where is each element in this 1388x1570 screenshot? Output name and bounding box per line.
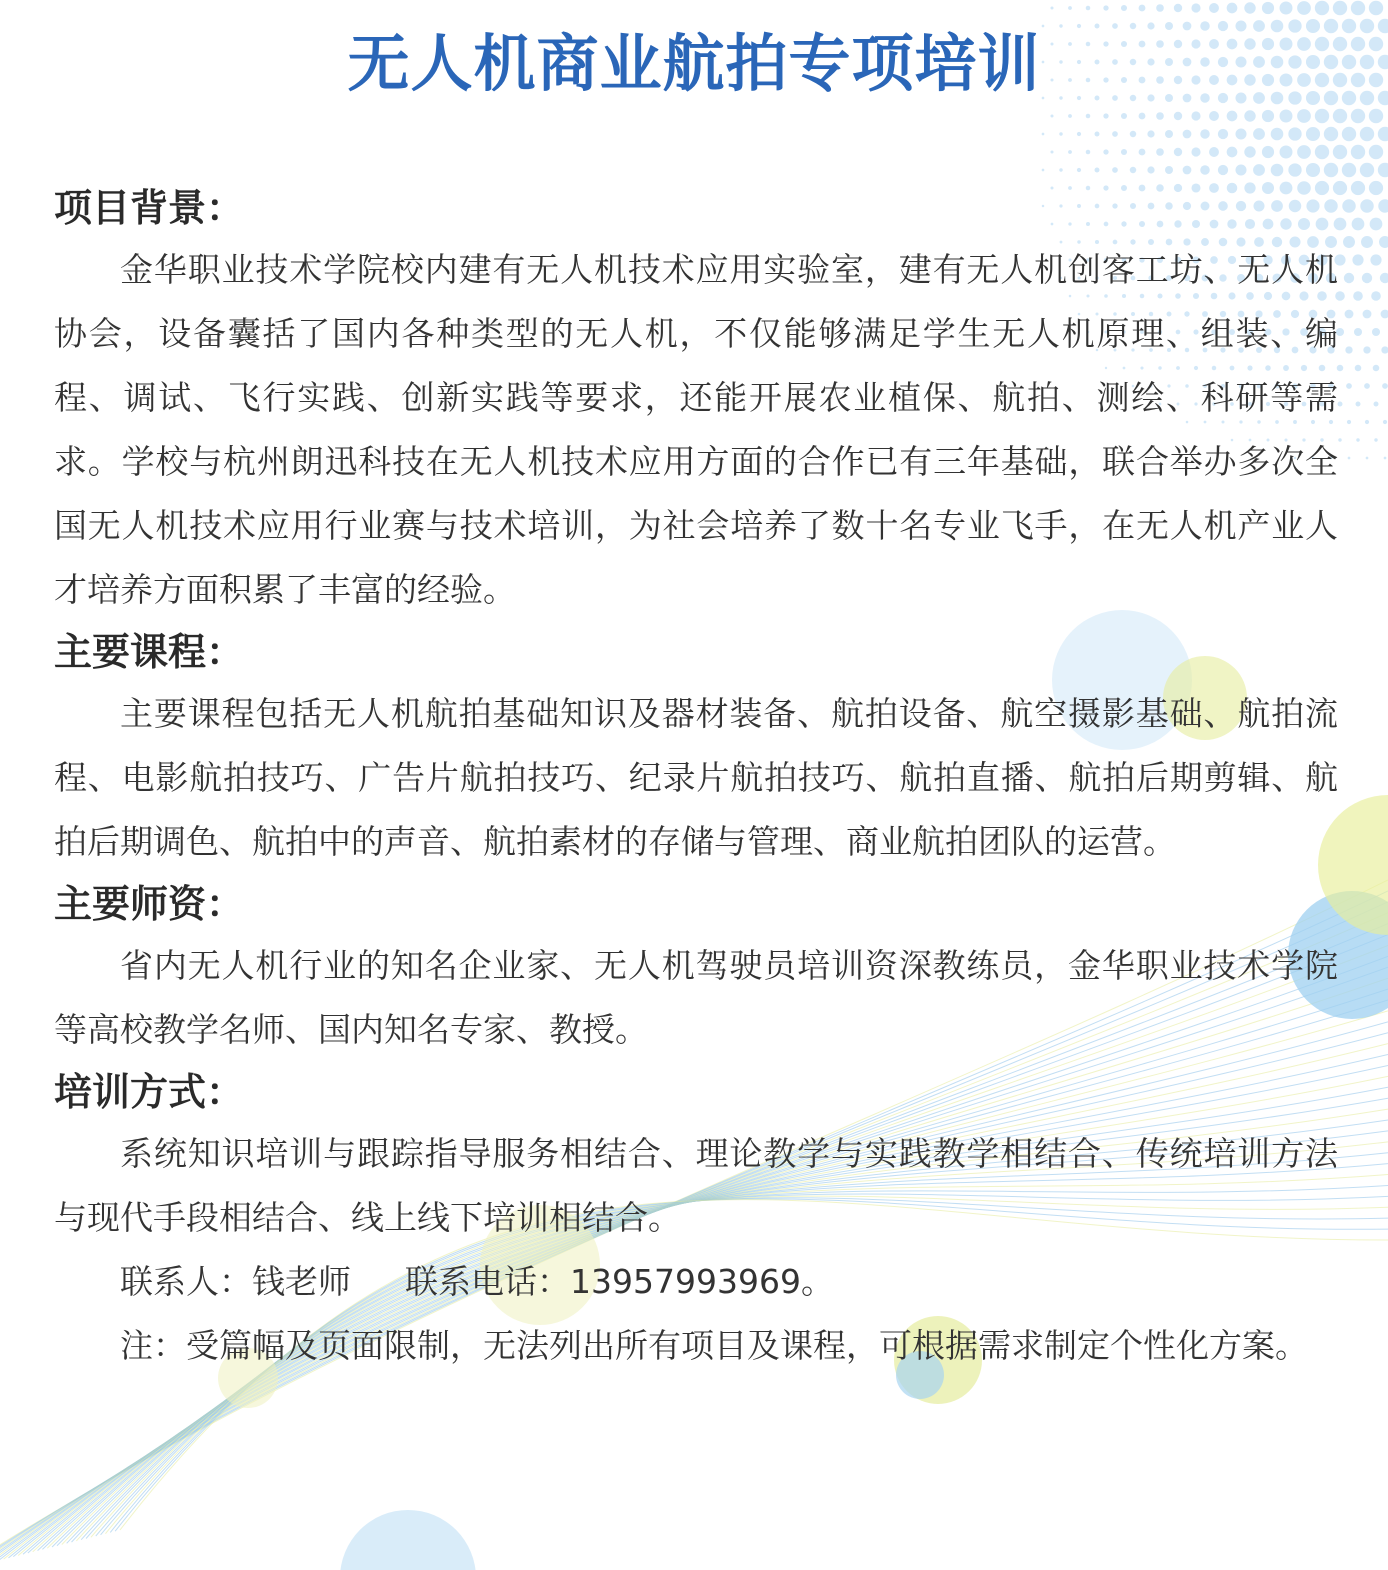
- halftone-dot: [1288, 127, 1301, 140]
- halftone-dot: [1297, 109, 1311, 123]
- halftone-dot: [1244, 110, 1255, 121]
- halftone-dot: [1306, 127, 1320, 141]
- halftone-dot: [1355, 365, 1362, 372]
- contact-phone: 联系电话：13957993969。: [405, 1262, 834, 1301]
- section-training-method: [54, 1062, 1338, 1250]
- section-paragraph: 金华职业技术学院校内建有无人机技术应用实验室，建有无人机创客工坊、无人机协会，设备囊括了国内各种类型的无人机，不仅能够满足学生无人机原理、组装、编程、调试、飞行实践、创新实践等要求，还能开展农业植保、航拍、测绘、科研等需求。学校与杭州朗迅科技在无人机技术应用方面的合作已有三年基础，联合举办多次全国无人机技术应用行业赛与技术培训，为社会培养了数十名专业飞手，在无人机产业人才培养方面积累了丰富的经验。: [54, 250, 1338, 609]
- halftone-dot: [1191, 3, 1200, 12]
- halftone-dot: [1380, 273, 1388, 283]
- halftone-dot: [1191, 147, 1200, 156]
- halftone-dot: [1297, 1, 1311, 15]
- halftone-dot: [1121, 149, 1127, 155]
- halftone-dot: [1360, 163, 1374, 177]
- halftone-dot: [1384, 457, 1387, 460]
- halftone-dot: [1253, 128, 1265, 140]
- halftone-dot: [1095, 168, 1100, 173]
- halftone-dot: [1200, 129, 1210, 139]
- section-heading: 项目背景：: [54, 186, 245, 230]
- halftone-dot: [1345, 310, 1354, 319]
- contact-person: 联系人：钱老师: [120, 1262, 351, 1301]
- halftone-dot: [1130, 131, 1136, 137]
- halftone-dot: [1253, 164, 1265, 176]
- halftone-dot: [1165, 166, 1173, 174]
- halftone-dot: [1369, 181, 1383, 195]
- halftone-dot: [1364, 383, 1370, 389]
- halftone-dot: [1218, 129, 1228, 139]
- halftone-dot: [1235, 128, 1246, 139]
- halftone-dot: [1348, 457, 1351, 460]
- halftone-dot: [1366, 457, 1369, 460]
- halftone-dot: [1381, 346, 1388, 353]
- halftone-dot: [1165, 130, 1173, 138]
- halftone-dot: [1369, 145, 1383, 159]
- halftone-dot: [1235, 164, 1246, 175]
- halftone-dot: [1227, 3, 1238, 14]
- halftone-dot: [1361, 236, 1373, 248]
- halftone-dot: [1183, 130, 1192, 139]
- halftone-dot: [1200, 165, 1210, 175]
- halftone-dot: [1342, 163, 1356, 177]
- contact-line: [54, 1250, 1338, 1314]
- halftone-dot: [1130, 167, 1136, 173]
- halftone-dot: [1365, 420, 1369, 424]
- halftone-dot: [1373, 365, 1380, 372]
- halftone-dot: [1352, 254, 1363, 265]
- halftone-dot: [1342, 127, 1356, 141]
- halftone-dot: [1315, 109, 1329, 123]
- halftone-dot: [1315, 1, 1329, 15]
- halftone-dot: [1351, 109, 1365, 123]
- halftone-dot: [1156, 148, 1164, 156]
- halftone-dot: [1297, 145, 1311, 159]
- halftone-dot: [1103, 113, 1108, 118]
- halftone-dot: [1370, 218, 1383, 231]
- halftone-dot: [1333, 145, 1347, 159]
- halftone-dot: [1050, 150, 1053, 153]
- halftone-dot: [1244, 2, 1255, 13]
- page-title: 无人机商业航拍专项培训: [347, 27, 1041, 100]
- decor-circle-blue-corner: [340, 1510, 476, 1570]
- halftone-dot: [1360, 127, 1374, 141]
- halftone-dot: [1209, 147, 1219, 157]
- halftone-dot: [1147, 166, 1154, 173]
- halftone-dot: [1050, 6, 1053, 9]
- halftone-dot: [1346, 383, 1352, 389]
- halftone-dot: [1156, 112, 1164, 120]
- halftone-dot: [1050, 114, 1053, 117]
- halftone-dot: [1363, 310, 1372, 319]
- footnote: 注：受篇幅及页面限制，无法列出所有项目及课程，可根据需求制定个性化方案。: [120, 1326, 1308, 1365]
- halftone-dot: [1342, 199, 1355, 212]
- halftone-dot: [1147, 130, 1154, 137]
- halftone-dot: [1086, 114, 1091, 119]
- halftone-dot: [1324, 127, 1338, 141]
- halftone-dot: [1354, 328, 1362, 336]
- halftone-dot: [1112, 131, 1118, 137]
- halftone-dot: [1347, 420, 1351, 424]
- halftone-dot: [1370, 254, 1381, 265]
- section-background: [54, 178, 1338, 622]
- halftone-dot: [1103, 5, 1108, 10]
- content-body: [54, 178, 1338, 1378]
- halftone-dot: [1351, 145, 1365, 159]
- halftone-dot: [1369, 109, 1383, 123]
- halftone-dot: [1191, 111, 1200, 120]
- halftone-dot: [1379, 236, 1388, 248]
- halftone-dot: [1372, 328, 1380, 336]
- halftone-dot: [1381, 310, 1388, 319]
- halftone-dot: [1383, 420, 1387, 424]
- halftone-dot: [1338, 438, 1341, 441]
- halftone-dot: [1324, 163, 1338, 177]
- halftone-dot: [1356, 438, 1359, 441]
- section-heading: 主要课程：: [54, 630, 245, 674]
- halftone-dot: [1280, 146, 1293, 159]
- halftone-dot: [1086, 6, 1091, 11]
- section-heading: 培训方式：: [54, 1070, 245, 1114]
- halftone-dot: [1338, 402, 1343, 407]
- section-heading: 主要师资：: [54, 882, 245, 926]
- halftone-dot: [1183, 166, 1192, 175]
- halftone-dot: [1139, 149, 1146, 156]
- halftone-dot: [1351, 181, 1365, 195]
- halftone-dot: [1374, 402, 1379, 407]
- halftone-dot: [1086, 150, 1091, 155]
- halftone-dot: [1139, 113, 1146, 120]
- halftone-dot: [1209, 3, 1219, 13]
- halftone-dot: [1095, 132, 1100, 137]
- halftone-dot: [1174, 148, 1182, 156]
- halftone-dot: [1042, 133, 1045, 136]
- section-teachers: [54, 874, 1338, 1062]
- halftone-dot: [1345, 346, 1352, 353]
- halftone-dot: [1218, 165, 1228, 175]
- halftone-dot: [1374, 438, 1377, 441]
- halftone-dot: [1227, 111, 1238, 122]
- halftone-dot: [1333, 109, 1347, 123]
- halftone-dot: [1209, 111, 1219, 121]
- halftone-dot: [1306, 163, 1320, 177]
- halftone-dot: [1262, 146, 1274, 158]
- halftone-dot: [1271, 128, 1284, 141]
- halftone-dot: [1353, 291, 1363, 301]
- halftone-dot: [1121, 113, 1127, 119]
- halftone-dot: [1271, 164, 1284, 177]
- halftone-dot: [1369, 1, 1383, 15]
- halftone-dot: [1360, 199, 1373, 212]
- halftone-dot: [1244, 146, 1255, 157]
- halftone-dot: [1280, 110, 1293, 123]
- halftone-dot: [1378, 163, 1388, 177]
- halftone-dot: [1363, 346, 1370, 353]
- section-paragraph: 系统知识培训与跟踪指导服务相结合、理论教学与实践教学相结合、传统培训方法与现代手段相结合、线上线下培训相结合。: [54, 1134, 1338, 1237]
- halftone-dot: [1077, 168, 1081, 172]
- halftone-dot: [1378, 127, 1388, 141]
- halftone-dot: [1280, 2, 1293, 15]
- halftone-dot: [1174, 4, 1182, 12]
- halftone-dot: [1351, 1, 1365, 15]
- halftone-dot: [1068, 150, 1072, 154]
- halftone-dot: [1382, 383, 1388, 389]
- halftone-dot: [1352, 218, 1365, 231]
- halftone-dot: [1139, 5, 1146, 12]
- halftone-dot: [1344, 273, 1354, 283]
- halftone-dot: [1262, 2, 1274, 14]
- halftone-dot: [1112, 167, 1118, 173]
- halftone-dot: [1059, 132, 1062, 135]
- halftone-dot: [1042, 169, 1045, 172]
- halftone-dot: [1103, 149, 1108, 154]
- section-paragraph: 省内无人机行业的知名企业家、无人机驾驶员培训资深教练员，金华职业技术学院等高校教学名师、国内知名专家、教授。: [54, 946, 1338, 1049]
- halftone-dot: [1378, 199, 1388, 212]
- halftone-dot: [1068, 114, 1072, 118]
- halftone-dot: [1121, 5, 1127, 11]
- section-paragraph: 主要课程包括无人机航拍基础知识及器材装备、航拍设备、航空摄影基础、航拍流程、电影航拍技巧、广告片航拍技巧、纪录片航拍技巧、航拍直播、航拍后期剪辑、航拍后期调色、航拍中的声音、航拍素材的存储与管理、商业航拍团队的运营。: [54, 694, 1338, 861]
- halftone-dot: [1227, 147, 1238, 158]
- halftone-dot: [1315, 145, 1329, 159]
- halftone-dot: [1343, 236, 1355, 248]
- halftone-dot: [1262, 110, 1274, 122]
- halftone-dot: [1362, 273, 1372, 283]
- halftone-dot: [1333, 1, 1347, 15]
- halftone-dot: [1356, 402, 1361, 407]
- halftone-dot: [1068, 6, 1072, 10]
- halftone-dot: [1288, 163, 1301, 176]
- section-courses: [54, 622, 1338, 874]
- halftone-dot: [1371, 291, 1381, 301]
- halftone-dot: [1077, 132, 1081, 136]
- halftone-dot: [1156, 4, 1164, 12]
- halftone-dot: [1174, 112, 1182, 120]
- halftone-dot: [1059, 168, 1062, 171]
